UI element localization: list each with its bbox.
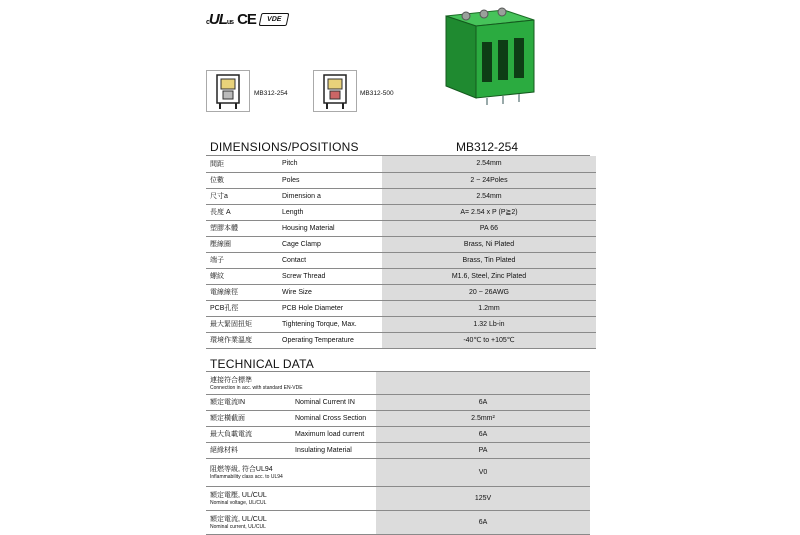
dimensions-title: DIMENSIONS/POSITIONS bbox=[210, 140, 359, 154]
spec-value: 1.32 Lb-in bbox=[382, 316, 596, 332]
technical-table bbox=[206, 372, 590, 535]
spec-label-en: Nominal Current IN bbox=[291, 394, 376, 410]
spec-value: A= 2.54 x P (P≧2) bbox=[382, 204, 596, 220]
table-row bbox=[206, 300, 596, 316]
table-row bbox=[206, 510, 590, 534]
spec-label-en: Cage Clamp bbox=[278, 236, 382, 252]
spec-label-sub: Connection in acc. with standard EN-VDE bbox=[210, 384, 303, 391]
spec-label-cn: 塑膠本體 bbox=[206, 220, 278, 236]
spec-label-cn: 電線線徑 bbox=[206, 284, 278, 300]
technical-title: TECHNICAL DATA bbox=[210, 357, 314, 371]
spec-label-en: Maximum load current bbox=[291, 426, 376, 442]
model-title: MB312-254 bbox=[455, 140, 519, 154]
vde-mark: VDE bbox=[259, 13, 290, 26]
table-row bbox=[206, 268, 596, 284]
table-row bbox=[206, 426, 590, 442]
certification-marks bbox=[206, 8, 288, 30]
spec-label-sub: Nominal voltage, UL/CUL bbox=[210, 500, 267, 506]
spec-label-cn: 長度 A bbox=[206, 204, 278, 220]
spec-label-en: Tightening Torque, Max. bbox=[278, 316, 382, 332]
spec-label-en: Housing Material bbox=[278, 220, 382, 236]
spec-label-cn: 端子 bbox=[206, 252, 278, 268]
spec-label bbox=[206, 458, 376, 486]
thumbnail-label-2: MB312-500 bbox=[360, 90, 394, 97]
spec-value: 2.54mm bbox=[382, 188, 596, 204]
spec-label-cn: 額定電壓, UL/CUL bbox=[210, 492, 267, 499]
table-row bbox=[206, 284, 596, 300]
table-row bbox=[206, 316, 596, 332]
table-row bbox=[206, 372, 590, 394]
spec-value: -40℃ to +105℃ bbox=[382, 332, 596, 348]
table-row bbox=[206, 410, 590, 426]
spec-label-cn: 絕緣材料 bbox=[206, 442, 291, 458]
spec-label-cn: PCB孔徑 bbox=[206, 300, 278, 316]
spec-label-cn: 最大負載電流 bbox=[206, 426, 291, 442]
spec-label bbox=[206, 372, 376, 394]
spec-label-cn: 連接符合標準 bbox=[210, 376, 252, 384]
table-row bbox=[206, 332, 596, 348]
table-row bbox=[206, 188, 596, 204]
spec-label bbox=[206, 510, 376, 534]
spec-label-en: Operating Temperature bbox=[278, 332, 382, 348]
thumbnail-label-1: MB312-254 bbox=[254, 90, 288, 97]
green-terminal-block-icon bbox=[440, 2, 536, 106]
table-row bbox=[206, 394, 590, 410]
table-row bbox=[206, 458, 590, 486]
dimensions-table bbox=[206, 156, 596, 349]
spec-value: Brass, Tin Plated bbox=[382, 252, 596, 268]
spec-label-cn: 阻燃等級, 符合UL94 bbox=[210, 466, 273, 473]
table-row bbox=[206, 156, 596, 172]
spec-value bbox=[376, 372, 590, 394]
spec-label-en: Contact bbox=[278, 252, 382, 268]
spec-label-cn: 最大緊固扭矩 bbox=[206, 316, 278, 332]
spec-value: 2 ~ 24Poles bbox=[382, 172, 596, 188]
spec-label-cn: 尺寸a bbox=[206, 188, 278, 204]
spec-label-cn: 間距 bbox=[206, 156, 278, 172]
spec-label-cn: 額定橫截面 bbox=[206, 410, 291, 426]
spec-label-en: PCB Hole Diameter bbox=[278, 300, 382, 316]
spec-label-en: Wire Size bbox=[278, 284, 382, 300]
spec-value: PA bbox=[376, 442, 590, 458]
spec-label-sub: Inflammability class acc. to UL94 bbox=[210, 474, 283, 480]
spec-label-en: Insulating Material bbox=[291, 442, 376, 458]
ul-listed-mark: cULus bbox=[206, 10, 234, 28]
spec-value: 1.2mm bbox=[382, 300, 596, 316]
table-row bbox=[206, 172, 596, 188]
spec-label-cn: 額定電流IN bbox=[206, 394, 291, 410]
spec-value: PA 66 bbox=[382, 220, 596, 236]
spec-value: 20 ~ 26AWG bbox=[382, 284, 596, 300]
spec-label-en: Nominal Cross Section bbox=[291, 410, 376, 426]
table-row bbox=[206, 252, 596, 268]
spec-value: M1.6, Steel, Zinc Plated bbox=[382, 268, 596, 284]
spec-label-en: Screw Thread bbox=[278, 268, 382, 284]
terminal-cross-section-icon bbox=[206, 70, 250, 112]
table-row bbox=[206, 204, 596, 220]
spec-value: 6A bbox=[376, 394, 590, 410]
spec-label-cn: 螺紋 bbox=[206, 268, 278, 284]
table-row bbox=[206, 220, 596, 236]
spec-label-cn: 環境作業溫度 bbox=[206, 332, 278, 348]
spec-value: 2.5mm² bbox=[376, 410, 590, 426]
spec-label-en: Poles bbox=[278, 172, 382, 188]
spec-value: 6A bbox=[376, 426, 590, 442]
table-row bbox=[206, 442, 590, 458]
spec-value: 6A bbox=[376, 510, 590, 534]
spec-label-en: Pitch bbox=[278, 156, 382, 172]
spec-label-sub: Nominal current, UL/CUL bbox=[210, 524, 266, 530]
spec-label-cn: 額定電流, UL/CUL bbox=[210, 516, 267, 523]
terminal-cross-section-icon bbox=[313, 70, 357, 112]
spec-label-en: Dimension a bbox=[278, 188, 382, 204]
spec-value: 2.54mm bbox=[382, 156, 596, 172]
table-row bbox=[206, 486, 590, 510]
table-row bbox=[206, 236, 596, 252]
spec-value: 125V bbox=[376, 486, 590, 510]
spec-label-cn: 壓線圈 bbox=[206, 236, 278, 252]
spec-value: V0 bbox=[376, 458, 590, 486]
spec-label bbox=[206, 486, 376, 510]
spec-value: Brass, Ni Plated bbox=[382, 236, 596, 252]
ce-mark: CE bbox=[237, 10, 256, 28]
spec-label-cn: 位數 bbox=[206, 172, 278, 188]
spec-label-en: Length bbox=[278, 204, 382, 220]
